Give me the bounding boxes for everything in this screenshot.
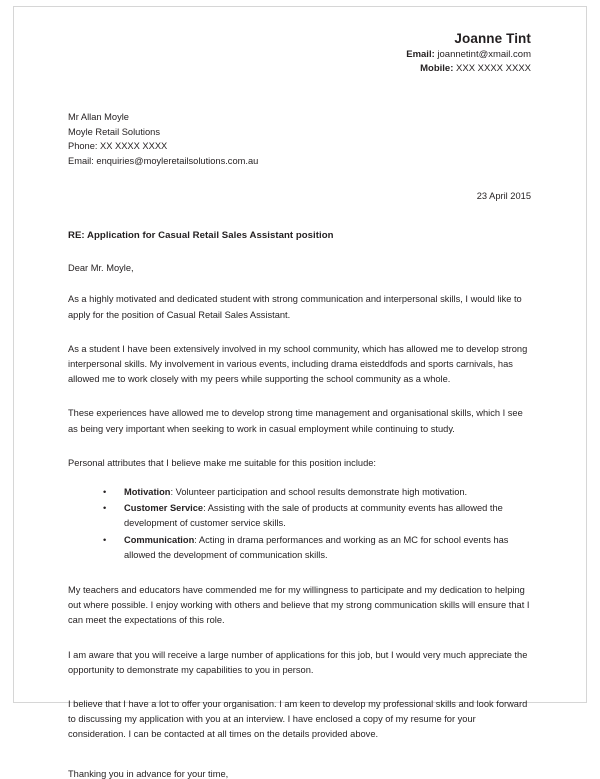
attributes-list — [68, 471, 531, 564]
letter-date: 23 April 2015 — [476, 191, 531, 202]
attribute-term: Customer Service — [124, 503, 204, 514]
paragraph-applications: I am aware that you will receive a large number of applications for this job, but I would very much appreciate the opportunity to demonstrate my capabilities to you in person. — [68, 649, 528, 675]
attribute-description: Acting in drama performances and working as an MC for school events has allowed the development of communication skills. — [124, 534, 509, 560]
recipient-address — [68, 75, 531, 168]
paragraph-attributes-lead: Personal attributes that I believe make me suitable for this position include: — [68, 457, 376, 468]
paragraph-time-management: These experiences have allowed me to develop strong time management and organisational skills, which I see as being very important when seeking to work in casual employment while continuing to study. — [68, 408, 523, 434]
sender-name: Joanne Tint — [454, 31, 531, 46]
sender-email-line — [68, 48, 531, 62]
attribute-description: Volunteer participation and school results demonstrate high motivation. — [173, 487, 468, 497]
sender-mobile-line — [68, 62, 531, 76]
bullet-icon: • — [103, 534, 107, 545]
paragraph-intro: As a highly motivated and dedicated student with strong communication and interpersonal skills, I would like to apply for the position of Casual Retail Sales Assistant. — [68, 294, 522, 320]
sender-email-value: joannetint@xmail.com — [437, 49, 531, 60]
attribute-term: Motivation — [124, 487, 171, 497]
attribute-separator: : — [170, 487, 174, 497]
subject-line: RE: Application for Casual Retail Sales Assistant position — [68, 230, 334, 242]
sender-email-label: Email: — [406, 49, 435, 60]
attribute-separator: : — [203, 503, 206, 514]
salutation: Dear Mr. Moyle, — [68, 263, 134, 274]
letter-page — [13, 6, 587, 779]
paragraph-offer: I believe that I have a lot to offer your organisation. I am keen to develop my professional skills and look forward to discussing my application with you at an interview. I have enclosed a copy of my resume for your consideration. I can be contacted at all times on the details provided above. — [68, 699, 528, 740]
sender-mobile-label: Mobile: — [420, 62, 454, 74]
letter-content — [68, 7, 531, 779]
recipient-name: Mr Allan Moyle — [68, 112, 129, 122]
sender-mobile-value: XXX XXXX XXXX — [456, 62, 531, 74]
letterhead — [68, 7, 531, 75]
list-item — [68, 533, 531, 564]
paragraph-school-community: As a student I have been extensively involved in my school community, which has allowed me to develop strong interpersonal skills. My involvement in various events, including drama eisteddfods and sports carnivals, has allowed me to work closely with my peers while supporting the school community as a whole. — [68, 343, 528, 385]
bullet-icon: • — [103, 503, 107, 514]
recipient-email: Email: enquiries@moyleretailsolutions.com.au — [68, 155, 259, 166]
attribute-description: Assisting with the sale of products at community events has allowed the development of customer service skills. — [124, 503, 503, 529]
attribute-separator: : — [194, 534, 197, 545]
bullet-icon: • — [103, 487, 107, 497]
list-item — [68, 485, 531, 501]
list-item — [68, 501, 531, 532]
recipient-phone: Phone: XX XXXX XXXX — [68, 141, 168, 152]
recipient-company: Moyle Retail Solutions — [68, 126, 160, 137]
closing-line: Thanking you in advance for your time, — [68, 768, 229, 779]
attribute-term: Communication — [124, 534, 195, 545]
paragraph-teachers: My teachers and educators have commended me for my willingness to participate and my dedication to helping out where possible. I enjoy working with others and believe that my strong communication skills will ensure that I can meet the expectations of this role. — [68, 585, 530, 626]
